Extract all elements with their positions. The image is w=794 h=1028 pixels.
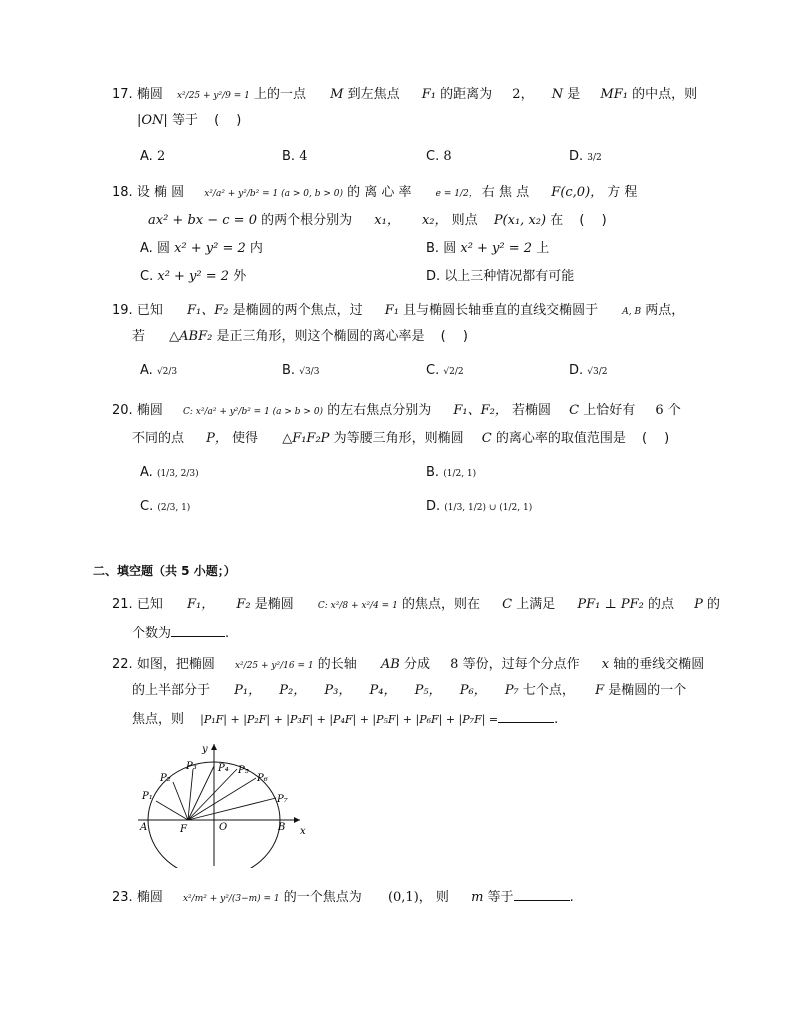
segment-p3f <box>188 769 193 820</box>
q21-math: F₂ <box>236 597 251 612</box>
q17-text: 上的一点 <box>254 87 307 102</box>
option-label: A. <box>140 465 153 480</box>
q22-math: x <box>601 657 610 672</box>
q17-option-b[interactable] <box>282 148 307 166</box>
q18-math: x₂， <box>421 213 448 228</box>
q17-math: MF₁ <box>600 87 628 102</box>
q18-option-c[interactable] <box>140 268 246 286</box>
q17-text: 的中点，则 <box>632 87 698 102</box>
q18-option-d[interactable] <box>426 268 574 286</box>
answer-blank[interactable] <box>498 708 554 723</box>
option-value: x² + y² = 2 <box>460 241 533 256</box>
segment-p2f <box>173 782 188 820</box>
option-text: 圆 <box>156 241 170 256</box>
label-x: x <box>300 826 306 837</box>
q20-option-a[interactable] <box>140 464 199 483</box>
q18-option-b[interactable] <box>426 240 549 258</box>
q22-text: 等份，过每个分点作 <box>462 657 580 672</box>
q22-point: P₇ <box>504 683 519 698</box>
label-p2: P₂ <box>160 773 171 784</box>
option-label: B. <box>426 465 440 480</box>
q21-math: C <box>502 597 513 612</box>
q20-line1 <box>112 402 681 421</box>
q19-option-b[interactable] <box>282 362 319 381</box>
label-p6: P₆ <box>257 773 268 784</box>
option-label: C. <box>140 269 154 284</box>
q23-text: 的一个焦点为 <box>283 890 362 905</box>
q22-text: . <box>554 712 559 727</box>
q17-math: F₁ <box>421 87 436 102</box>
q18-text: 右 焦 点 <box>481 185 530 200</box>
label-b: B <box>278 822 286 833</box>
option-text: 以上三种情况都有可能 <box>444 269 575 284</box>
answer-bracket[interactable]: ( ) <box>214 113 242 128</box>
label-p3: P₃ <box>186 761 197 772</box>
q21-text: 个数为 <box>132 626 172 641</box>
q22-text: 轴的垂线交椭圆 <box>613 657 705 672</box>
q21-text: 已知 <box>136 597 163 612</box>
q19-option-d[interactable] <box>569 362 608 381</box>
q20-option-b[interactable] <box>426 464 476 483</box>
q18-text: 在 <box>550 213 564 228</box>
q19-math: △ABF₂ <box>169 329 213 344</box>
option-label: A. <box>140 149 153 164</box>
q17-text: 是 <box>567 87 581 102</box>
q21-text: . <box>225 626 230 641</box>
q22-text: 七个点， <box>522 683 575 698</box>
q18-line1 <box>112 184 637 203</box>
q22-point: P₂， <box>279 683 307 698</box>
answer-bracket[interactable]: ( ) <box>440 329 468 344</box>
q22-point: P₃， <box>324 683 352 698</box>
option-text: 圆 <box>443 241 457 256</box>
q17-option-a[interactable] <box>140 148 165 166</box>
option-value: (1/3, 2/3) <box>156 469 199 479</box>
answer-blank[interactable] <box>514 886 570 901</box>
q20-math: 6 <box>655 403 664 418</box>
q19-option-a[interactable] <box>140 362 177 381</box>
q21-ellipse-equation: C: x²/8 + x²/4 = 1 <box>317 601 398 611</box>
q19-math: F₁、F₂ <box>186 303 229 318</box>
q18-text: 则点 <box>451 213 478 228</box>
q20-line2 <box>132 430 669 448</box>
q20-text: 不同的点 <box>132 431 185 446</box>
option-value: √3/2 <box>587 367 608 377</box>
q18-text: 的 离 心 率 <box>347 185 412 200</box>
q20-text: 的左右焦点分别为 <box>327 403 432 418</box>
question-number: 18. <box>112 185 133 200</box>
question-number: 20. <box>112 403 133 418</box>
option-value: 3/2 <box>587 153 602 163</box>
q21-math: F₁， <box>186 597 215 612</box>
x-axis-arrow-icon <box>294 817 300 823</box>
q18-text: 设 椭 圆 <box>136 185 185 200</box>
q17-math: M <box>330 87 344 102</box>
q22-text: 分成 <box>403 657 430 672</box>
q17-option-c[interactable] <box>426 148 452 166</box>
q18-ellipse-equation: x²/a² + y²/b² = 1 (a > 0, b > 0) <box>204 189 343 199</box>
q23-text: 椭圆 <box>136 890 163 905</box>
q20-math: △F₁F₂P <box>282 431 330 446</box>
q18-text: 的两个根分别为 <box>261 213 353 228</box>
option-value: (2/3, 1) <box>157 503 191 513</box>
question-number: 22. <box>112 657 133 672</box>
q20-text: 椭圆 <box>136 403 163 418</box>
q23-math: (0,1)， <box>387 890 432 905</box>
option-value: 8 <box>443 149 452 164</box>
q22-text: 焦点，则 <box>132 712 185 727</box>
option-label: B. <box>426 241 440 256</box>
q23-line1 <box>112 886 574 908</box>
option-value: √2/3 <box>156 367 178 377</box>
option-value: (1/3, 1/2) ∪ (1/2, 1) <box>444 503 533 513</box>
question-number: 19. <box>112 303 133 318</box>
q23-text: 则 <box>435 890 449 905</box>
option-text: 外 <box>233 269 247 284</box>
q21-text: 的点 <box>647 597 674 612</box>
q20-math: P， <box>206 431 228 446</box>
q22-text: 如图，把椭圆 <box>136 657 215 672</box>
option-value: 4 <box>299 149 308 164</box>
q21-math: P <box>694 597 703 612</box>
q23-text: . <box>569 890 574 905</box>
question-number: 21. <box>112 597 133 612</box>
q21-text: 上满足 <box>516 597 556 612</box>
q20-text: 的离心率的取值范围是 <box>495 431 626 446</box>
q22-point: P₁， <box>234 683 262 698</box>
q17-math: 2， <box>512 87 534 102</box>
q20-ellipse-equation: C: x²/a² + y²/b² = 1 (a > b > 0) <box>182 407 324 417</box>
q17-text: 到左焦点 <box>347 87 400 102</box>
option-value: √3/3 <box>299 367 320 377</box>
q17-ellipse-equation: x²/25 + y²/9 = 1 <box>176 91 250 101</box>
q20-math: C <box>569 403 580 418</box>
segment-p7f <box>188 798 276 820</box>
q17-text: 椭圆 <box>136 87 163 102</box>
label-p4: P₄ <box>218 763 229 774</box>
q20-option-d[interactable] <box>426 498 532 517</box>
option-value: (1/2, 1) <box>443 469 477 479</box>
option-text: 上 <box>536 241 550 256</box>
q19-math: A, B <box>622 307 642 317</box>
q19-text: 是椭圆的两个焦点，过 <box>232 303 363 318</box>
q20-text: 为等腰三角形，则椭圆 <box>333 431 464 446</box>
q19-text: 已知 <box>136 303 163 318</box>
q19-text: 且与椭圆长轴垂直的直线交椭圆于 <box>403 303 599 318</box>
option-label: C. <box>426 363 440 378</box>
q23-math: m <box>471 890 484 905</box>
label-p5: P₅ <box>238 765 249 776</box>
q17-option-d[interactable] <box>569 148 602 167</box>
q18-math: F(c,0)， <box>551 185 604 200</box>
segment-p1f <box>156 801 188 820</box>
section-heading: 二、填空题（共 5 小题；） <box>93 564 236 578</box>
q22-ellipse-equation: x²/25 + y²/16 = 1 <box>234 661 314 671</box>
q21-text: 的 <box>707 597 721 612</box>
q19-option-c[interactable] <box>426 362 464 381</box>
question-number: 23. <box>112 890 133 905</box>
q19-text: 若 <box>132 329 146 344</box>
q18-text: 方 程 <box>607 185 638 200</box>
q22-line1 <box>112 656 704 675</box>
q22-text: 的上半部分于 <box>132 683 211 698</box>
question-number: 17. <box>112 87 133 102</box>
option-value: x² + y² = 2 <box>174 241 246 256</box>
answer-blank[interactable] <box>171 622 225 637</box>
q22-text: 的长轴 <box>317 657 357 672</box>
q21-line2 <box>132 622 229 643</box>
q18-math: e = 1/2， <box>435 189 478 199</box>
label-a: A <box>140 822 148 833</box>
q19-line2 <box>132 328 468 346</box>
q20-math: F₁、F₂， <box>453 403 508 418</box>
q22-math: F <box>595 683 605 698</box>
option-label: D. <box>426 499 441 514</box>
option-value: 2 <box>156 149 166 164</box>
q18-option-a[interactable] <box>140 240 263 258</box>
label-p1: P₁ <box>142 791 153 802</box>
option-label: B. <box>282 363 296 378</box>
q22-point: P₅， <box>414 683 442 698</box>
q22-sum-expression: |P₁F| + |P₂F| + |P₃F| + |P₄F| + |P₅F| + |P₆F| + |P₇F| = <box>200 713 499 726</box>
label-p7: P₇ <box>277 794 288 805</box>
option-label: B. <box>282 149 296 164</box>
q21-text: 的焦点，则在 <box>401 597 480 612</box>
answer-bracket[interactable]: ( ) <box>641 431 670 446</box>
q21-line1 <box>112 596 720 615</box>
label-y: y <box>202 744 208 755</box>
q21-math: PF₁ ⊥ PF₂ <box>577 597 644 612</box>
q20-option-c[interactable] <box>140 498 190 517</box>
q19-text: 两点， <box>645 303 685 318</box>
q20-text: 上恰好有 <box>583 403 636 418</box>
option-label: A. <box>140 241 153 256</box>
q18-math: x₁， <box>374 213 400 228</box>
q17-text: 的距离为 <box>440 87 493 102</box>
q20-text: 个 <box>667 403 681 418</box>
q19-line1 <box>112 302 684 321</box>
q17-math: |ON| <box>137 113 168 128</box>
q18-line2 <box>148 212 607 230</box>
option-label: C. <box>140 499 154 514</box>
q22-line2 <box>132 682 686 700</box>
option-label: D. <box>569 363 584 378</box>
label-f: F <box>180 824 187 835</box>
q20-text: 使得 <box>232 431 259 446</box>
q21-text: 是椭圆 <box>254 597 294 612</box>
option-value: x² + y² = 2 <box>157 269 230 284</box>
q22-point: P₆， <box>459 683 487 698</box>
q22-point: P₄， <box>369 683 397 698</box>
q22-text: 是椭圆的一个 <box>608 683 687 698</box>
q22-math: 8 <box>450 657 459 672</box>
q20-text: 若椭圆 <box>511 403 551 418</box>
option-label: A. <box>140 363 153 378</box>
option-label: D. <box>569 149 584 164</box>
q23-ellipse-equation: x²/m² + y²/(3−m) = 1 <box>182 894 280 904</box>
answer-bracket[interactable]: ( ) <box>579 213 607 228</box>
q23-text: 等于 <box>487 890 514 905</box>
q20-math: C <box>481 431 492 446</box>
q22-line3 <box>132 708 558 729</box>
ellipse-figure <box>130 738 320 868</box>
y-axis-arrow-icon <box>211 744 217 750</box>
q17-line1 <box>112 86 697 105</box>
q17-math: N <box>551 87 564 102</box>
q17-text: 等于 <box>171 113 198 128</box>
q18-math: ax² + bx − c = 0 <box>148 213 257 228</box>
q19-math: F₁ <box>384 303 399 318</box>
option-text: 内 <box>249 241 263 256</box>
option-label: C. <box>426 149 440 164</box>
option-label: D. <box>426 269 441 284</box>
q18-math: P(x₁, x₂) <box>493 213 547 228</box>
q22-math: AB <box>380 657 400 672</box>
option-value: √2/2 <box>443 367 464 377</box>
q17-line2 <box>137 112 241 130</box>
q19-text: 是正三角形，则这个椭圆的离心率是 <box>216 329 425 344</box>
label-o: O <box>219 822 228 833</box>
